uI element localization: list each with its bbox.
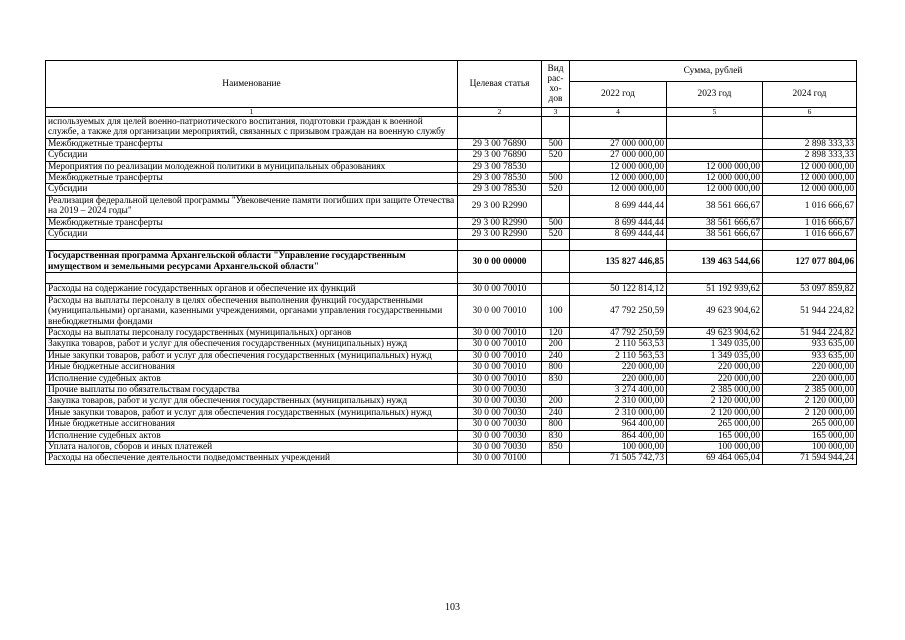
row-expense-kind (542, 117, 570, 139)
row-amount-2022: 47 792 250,59 (570, 327, 667, 338)
row-amount-2022: 8 699 444,44 (570, 229, 667, 240)
row-amount-2023 (667, 117, 763, 139)
row-expense-kind: 240 (542, 407, 570, 418)
row-amount-2022: 864 400,00 (570, 430, 667, 441)
row-target-article: 29 3 00 R2990 (458, 229, 542, 240)
table-row (46, 173, 857, 184)
table-row (46, 240, 857, 251)
row-target-article: 29 3 00 78530 (458, 173, 542, 184)
row-name: Межбюджетные трансферты (46, 173, 458, 184)
row-name: Исполнение судебных актов (46, 373, 458, 384)
row-expense-kind: 500 (542, 217, 570, 228)
row-amount-2022: 71 505 742,73 (570, 453, 667, 464)
row-amount-2024: 165 000,00 (763, 430, 857, 441)
row-amount-2023 (667, 138, 763, 149)
row-target-article: 30 0 00 70010 (458, 327, 542, 338)
table-row (46, 161, 857, 172)
row-amount-2023: 220 000,00 (667, 373, 763, 384)
row-target-article: 30 0 00 70010 (458, 295, 542, 327)
row-target-article: 30 0 00 70010 (458, 373, 542, 384)
row-amount-2024: 51 944 224,82 (763, 295, 857, 327)
row-target-article: 29 3 00 78530 (458, 161, 542, 172)
table-row (46, 373, 857, 384)
row-amount-2022: 12 000 000,00 (570, 184, 667, 195)
row-amount-2022: 220 000,00 (570, 373, 667, 384)
budget-table (45, 60, 857, 465)
row-name: Государственная программа Архангельской области "Управление государственным имуществом и земельными ресурсами Архангельской области" (46, 251, 458, 273)
row-name: Прочие выплаты по обязательствам государства (46, 384, 458, 395)
table-row (46, 195, 857, 217)
row-amount-2022 (570, 117, 667, 139)
table-row (46, 350, 857, 361)
header-year-2023: 2023 год (667, 82, 763, 108)
row-name: Расходы на выплаты персоналу государственных (муниципальных) органов (46, 327, 458, 338)
row-amount-2023: 139 463 544,66 (667, 251, 763, 273)
row-expense-kind: 100 (542, 295, 570, 327)
row-name: Расходы на обеспечение деятельности подведомственных учреждений (46, 453, 458, 464)
row-amount-2024: 220 000,00 (763, 373, 857, 384)
row-amount-2022: 8 699 444,44 (570, 217, 667, 228)
row-expense-kind: 500 (542, 138, 570, 149)
empty-cell (667, 273, 763, 284)
row-amount-2022: 47 792 250,59 (570, 295, 667, 327)
row-name: Иные бюджетные ассигнования (46, 419, 458, 430)
row-target-article: 30 0 00 70030 (458, 430, 542, 441)
row-expense-kind (542, 284, 570, 295)
row-amount-2023: 51 192 939,62 (667, 284, 763, 295)
row-expense-kind (542, 384, 570, 395)
empty-cell (458, 273, 542, 284)
row-expense-kind: 830 (542, 373, 570, 384)
row-name: Межбюджетные трансферты (46, 217, 458, 228)
table-row (46, 407, 857, 418)
row-name: Расходы на содержание государственных органов и обеспечение их функций (46, 284, 458, 295)
row-target-article: 29 3 00 R2990 (458, 195, 542, 217)
row-expense-kind (542, 251, 570, 273)
empty-cell (570, 273, 667, 284)
row-amount-2024: 53 097 859,82 (763, 284, 857, 295)
row-target-article (458, 117, 542, 139)
table-row (46, 362, 857, 373)
row-amount-2022: 964 400,00 (570, 419, 667, 430)
row-amount-2023: 38 561 666,67 (667, 229, 763, 240)
table-row (46, 117, 857, 139)
row-target-article: 30 0 00 70030 (458, 441, 542, 452)
row-amount-2024: 2 120 000,00 (763, 396, 857, 407)
empty-cell (763, 273, 857, 284)
table-row (46, 339, 857, 350)
row-amount-2024: 265 000,00 (763, 419, 857, 430)
row-amount-2022: 12 000 000,00 (570, 161, 667, 172)
row-amount-2022: 50 122 814,12 (570, 284, 667, 295)
row-amount-2023: 49 623 904,62 (667, 295, 763, 327)
row-name: Мероприятия по реализации молодежной политики в муниципальных образованиях (46, 161, 458, 172)
row-amount-2022: 135 827 446,85 (570, 251, 667, 273)
row-amount-2022: 8 699 444,44 (570, 195, 667, 217)
table-row (46, 138, 857, 149)
table-row (46, 284, 857, 295)
row-name: Субсидии (46, 184, 458, 195)
row-amount-2024: 100 000,00 (763, 441, 857, 452)
table-body (46, 117, 857, 465)
table-row (46, 217, 857, 228)
row-amount-2023: 220 000,00 (667, 362, 763, 373)
row-expense-kind: 800 (542, 362, 570, 373)
row-expense-kind: 520 (542, 229, 570, 240)
row-expense-kind: 520 (542, 150, 570, 161)
row-amount-2023: 12 000 000,00 (667, 173, 763, 184)
row-target-article: 30 0 00 70030 (458, 419, 542, 430)
row-target-article: 29 3 00 76890 (458, 138, 542, 149)
empty-cell (542, 240, 570, 251)
row-amount-2024: 51 944 224,82 (763, 327, 857, 338)
header-year-2024: 2024 год (763, 82, 857, 108)
empty-cell (46, 240, 458, 251)
row-amount-2022: 2 110 563,53 (570, 350, 667, 361)
row-amount-2022: 2 310 000,00 (570, 396, 667, 407)
row-name: Субсидии (46, 150, 458, 161)
row-amount-2023: 49 623 904,62 (667, 327, 763, 338)
row-name: используемых для целей военно-патриотического воспитания, подготовки граждан к военной службе, а также для организации мероприятий, связанных с призывом граждан на военную службу (46, 117, 458, 139)
row-amount-2024: 933 635,00 (763, 339, 857, 350)
row-target-article: 30 0 00 70010 (458, 350, 542, 361)
row-target-article: 30 0 00 00000 (458, 251, 542, 273)
row-name: Иные бюджетные ассигнования (46, 362, 458, 373)
row-target-article: 29 3 00 76890 (458, 150, 542, 161)
row-amount-2023: 69 464 065,04 (667, 453, 763, 464)
row-amount-2024: 220 000,00 (763, 362, 857, 373)
row-expense-kind: 200 (542, 339, 570, 350)
header-year-2022: 2022 год (570, 82, 667, 108)
row-amount-2024: 2 385 000,00 (763, 384, 857, 395)
row-amount-2024: 1 016 666,67 (763, 229, 857, 240)
row-target-article: 30 0 00 70030 (458, 396, 542, 407)
row-name: Межбюджетные трансферты (46, 138, 458, 149)
row-name: Субсидии (46, 229, 458, 240)
column-index-row (46, 108, 857, 117)
empty-cell (458, 240, 542, 251)
row-expense-kind (542, 453, 570, 464)
row-expense-kind: 830 (542, 430, 570, 441)
column-index: 2 (458, 108, 542, 117)
table-row (46, 295, 857, 327)
empty-cell (542, 273, 570, 284)
header-name: Наименование (46, 61, 458, 108)
row-name: Иные закупки товаров, работ и услуг для обеспечения государственных (муниципальных) нужд (46, 350, 458, 361)
empty-cell (570, 240, 667, 251)
row-amount-2024 (763, 117, 857, 139)
header-target-article: Целевая статья (458, 61, 542, 108)
table-row (46, 184, 857, 195)
row-amount-2024: 71 594 944,24 (763, 453, 857, 464)
row-amount-2024: 127 077 804,06 (763, 251, 857, 273)
empty-cell (763, 240, 857, 251)
row-amount-2023: 12 000 000,00 (667, 184, 763, 195)
row-amount-2023: 1 349 035,00 (667, 339, 763, 350)
row-target-article: 30 0 00 70010 (458, 362, 542, 373)
row-expense-kind (542, 161, 570, 172)
row-expense-kind: 240 (542, 350, 570, 361)
row-name: Закупка товаров, работ и услуг для обеспечения государственных (муниципальных) нужд (46, 396, 458, 407)
empty-cell (46, 273, 458, 284)
empty-cell (667, 240, 763, 251)
column-index: 5 (667, 108, 763, 117)
row-amount-2022: 3 274 400,00 (570, 384, 667, 395)
row-amount-2023: 165 000,00 (667, 430, 763, 441)
table-row (46, 419, 857, 430)
page-number: 103 (445, 602, 460, 613)
row-target-article: 29 3 00 R2990 (458, 217, 542, 228)
row-target-article: 30 0 00 70010 (458, 284, 542, 295)
row-amount-2024: 2 120 000,00 (763, 407, 857, 418)
table-row (46, 396, 857, 407)
table-row (46, 327, 857, 338)
row-amount-2022: 100 000,00 (570, 441, 667, 452)
row-amount-2022: 220 000,00 (570, 362, 667, 373)
row-amount-2023: 265 000,00 (667, 419, 763, 430)
row-name: Закупка товаров, работ и услуг для обеспечения государственных (муниципальных) нужд (46, 339, 458, 350)
header-sum: Сумма, рублей (570, 61, 857, 82)
column-index: 6 (763, 108, 857, 117)
row-amount-2022: 27 000 000,00 (570, 138, 667, 149)
row-amount-2022: 2 110 563,53 (570, 339, 667, 350)
row-name: Уплата налогов, сборов и иных платежей (46, 441, 458, 452)
row-target-article: 30 0 00 70010 (458, 339, 542, 350)
row-target-article: 30 0 00 70030 (458, 384, 542, 395)
row-amount-2024: 1 016 666,67 (763, 217, 857, 228)
row-name: Иные закупки товаров, работ и услуг для обеспечения государственных (муниципальных) нужд (46, 407, 458, 418)
row-amount-2024: 1 016 666,67 (763, 195, 857, 217)
row-amount-2023: 2 120 000,00 (667, 407, 763, 418)
row-amount-2023: 2 385 000,00 (667, 384, 763, 395)
header-expense-kind: Вид рас-хо-дов (542, 61, 570, 108)
row-expense-kind: 520 (542, 184, 570, 195)
row-expense-kind: 120 (542, 327, 570, 338)
row-name: Исполнение судебных актов (46, 430, 458, 441)
row-amount-2023: 100 000,00 (667, 441, 763, 452)
table-row (46, 384, 857, 395)
row-amount-2023: 1 349 035,00 (667, 350, 763, 361)
table-row (46, 430, 857, 441)
table-row (46, 453, 857, 464)
row-amount-2023: 38 561 666,67 (667, 217, 763, 228)
row-amount-2024: 12 000 000,00 (763, 173, 857, 184)
row-target-article: 29 3 00 78530 (458, 184, 542, 195)
table-row (46, 229, 857, 240)
row-amount-2024: 12 000 000,00 (763, 161, 857, 172)
table-row (46, 441, 857, 452)
row-amount-2022: 12 000 000,00 (570, 173, 667, 184)
row-amount-2022: 2 310 000,00 (570, 407, 667, 418)
row-name: Расходы на выплаты персоналу в целях обеспечения выполнения функций государственными (муниципальными) органами, казенными учреждениями, органами управления государственными внебюджетными фондами (46, 295, 458, 327)
row-expense-kind: 800 (542, 419, 570, 430)
row-amount-2024: 12 000 000,00 (763, 184, 857, 195)
row-name: Реализация федеральной целевой программы "Увековечение памяти погибших при защите Отечества на 2019 – 2024 годы" (46, 195, 458, 217)
table-row (46, 251, 857, 273)
row-amount-2023: 2 120 000,00 (667, 396, 763, 407)
table-row (46, 273, 857, 284)
row-amount-2022: 27 000 000,00 (570, 150, 667, 161)
column-index: 3 (542, 108, 570, 117)
column-index: 4 (570, 108, 667, 117)
row-amount-2024: 933 635,00 (763, 350, 857, 361)
row-expense-kind: 850 (542, 441, 570, 452)
row-amount-2023 (667, 150, 763, 161)
row-amount-2024: 2 898 333,33 (763, 138, 857, 149)
row-expense-kind: 200 (542, 396, 570, 407)
row-target-article: 30 0 00 70100 (458, 453, 542, 464)
row-expense-kind (542, 195, 570, 217)
row-amount-2024: 2 898 333,33 (763, 150, 857, 161)
column-index: 1 (46, 108, 458, 117)
table-row (46, 150, 857, 161)
row-expense-kind: 500 (542, 173, 570, 184)
row-target-article: 30 0 00 70030 (458, 407, 542, 418)
row-amount-2023: 38 561 666,67 (667, 195, 763, 217)
row-amount-2023: 12 000 000,00 (667, 161, 763, 172)
